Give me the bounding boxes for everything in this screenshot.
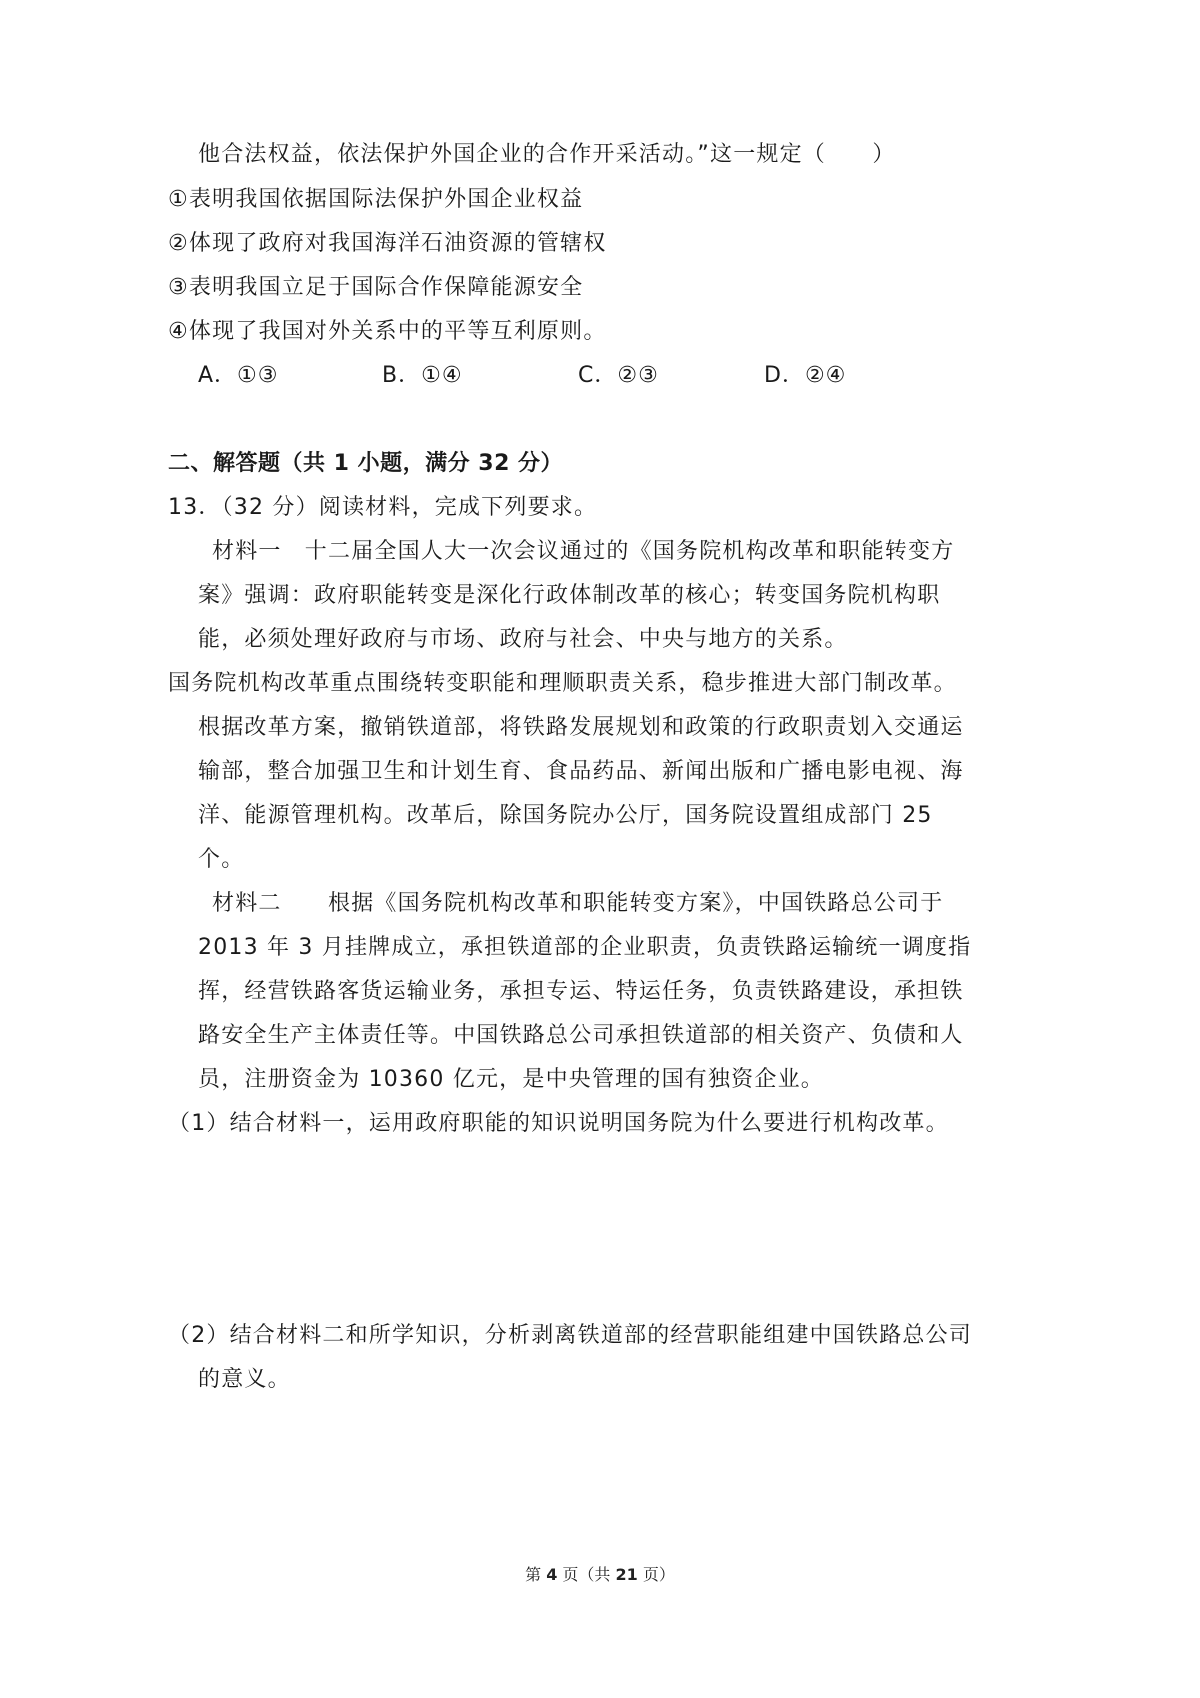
statement-2: ②体现了政府对我国海洋石油资源的管辖权 (168, 231, 607, 256)
material-2-line: 材料二 根据《国务院机构改革和职能转变方案》，中国铁路总公司于 (212, 891, 944, 916)
statement-1: ①表明我国依据国际法保护外国企业权益 (168, 187, 584, 212)
material-2-line: 挥，经营铁路客货运输业务，承担专运、特运任务，负责铁路建设，承担铁 (198, 979, 964, 1004)
material-1-line: 个。 (198, 847, 245, 872)
material-2-line: 路安全生产主体责任等。中国铁路总公司承担铁道部的相关资产、负债和人 (198, 1023, 964, 1048)
material-1-line: 输部，整合加强卫生和计划生育、食品药品、新闻出版和广播电影电视、海 (198, 759, 964, 784)
footer-mid: 页（共 (562, 1565, 611, 1584)
statement-4: ④体现了我国对外关系中的平等互利原则。 (168, 319, 607, 344)
material-2-line: 2013 年 3 月挂牌成立，承担铁道部的企业职责，负责铁路运输统一调度指 (198, 935, 972, 960)
footer-prefix: 第 (525, 1565, 542, 1584)
material-1-line: 案》强调：政府职能转变是深化行政体制改革的核心；转变国务院机构职 (198, 583, 941, 608)
material-1-line: 材料一 十二届全国人大一次会议通过的《国务院机构改革和职能转变方 (212, 539, 955, 564)
page-number: 4 (546, 1565, 558, 1584)
sub-question-2-cont: 的意义。 (198, 1367, 291, 1392)
material-1-line: 国务院机构改革重点围绕转变职能和理顺职责关系，稳步推进大部门制改革。 (168, 671, 957, 696)
option-d: D．②④ (764, 363, 847, 388)
sub-question-2: （2）结合材料二和所学知识，分析剥离铁道部的经营职能组建中国铁路总公司 (168, 1323, 972, 1348)
question-13-intro: 13．（32 分）阅读材料，完成下列要求。 (168, 495, 598, 520)
statement-3: ③表明我国立足于国际合作保障能源安全 (168, 275, 584, 300)
sub-question-1: （1）结合材料一，运用政府职能的知识说明国务院为什么要进行机构改革。 (168, 1111, 949, 1136)
material-1-line: 洋、能源管理机构。改革后，除国务院办公厅，国务院设置组成部门 25 (198, 803, 933, 828)
page-footer (0, 1562, 1200, 1585)
material-2-line: 员，注册资金为 10360 亿元，是中央管理的国有独资企业。 (198, 1067, 824, 1092)
material-1-line: 根据改革方案，撤销铁道部，将铁路发展规划和政策的行政职责划入交通运 (198, 715, 964, 740)
question-stem-tail: 他合法权益，依法保护外国企业的合作开采活动。”这一规定（ ） (198, 142, 896, 167)
total-pages: 21 (615, 1565, 638, 1584)
option-a: A．①③ (198, 363, 279, 388)
footer-suffix: 页） (642, 1565, 675, 1584)
option-b: B．①④ (382, 363, 463, 388)
section-title: 二、解答题（共 1 小题，满分 32 分） (168, 451, 564, 476)
option-c: C．②③ (578, 363, 659, 388)
material-1-line: 能，必须处理好政府与市场、政府与社会、中央与地方的关系。 (198, 627, 848, 652)
